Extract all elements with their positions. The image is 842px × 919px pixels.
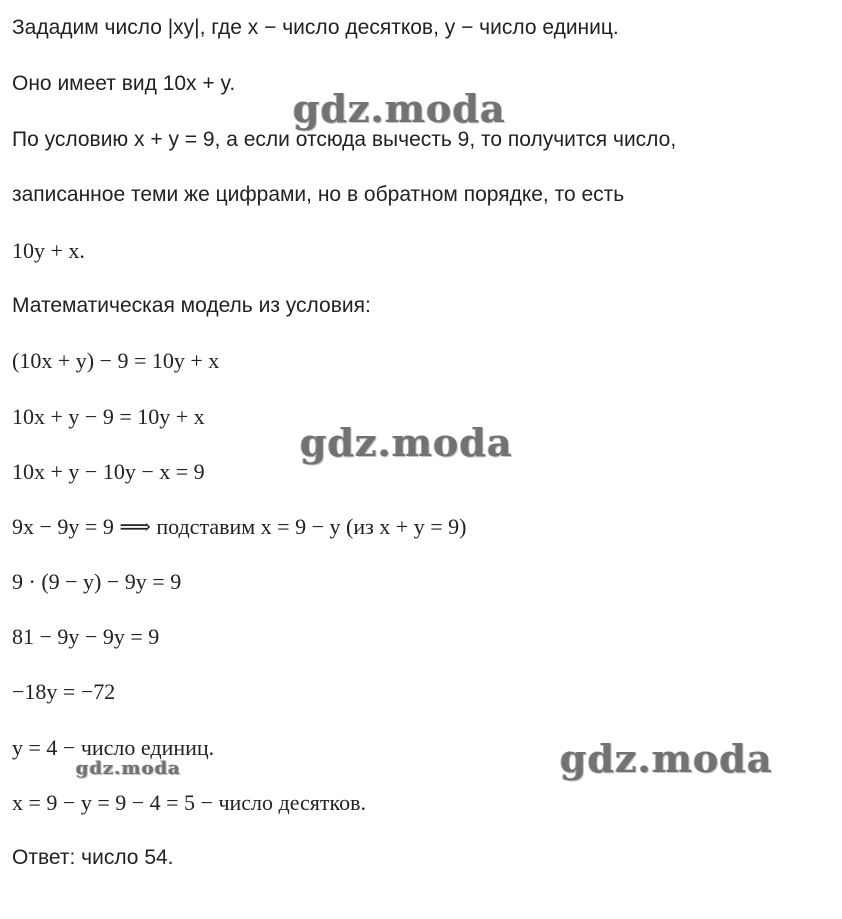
solution-line-3: По условию x + y = 9, а если отсюда вычесть 9, то получится число, (12, 128, 677, 151)
equation-line-4: 9x − 9y = 9 ⟹ подставим x = 9 − y (из x + y = 9) (12, 514, 467, 539)
equation-line-7: −18y = −72 (12, 679, 116, 704)
watermark-logo-small: gdz.moda (76, 758, 181, 779)
solution-line-4: записанное теми же цифрами, но в обратном порядке, то есть (12, 183, 625, 206)
solution-line-5: 10y + x. (12, 238, 85, 263)
equation-line-2: 10x + y − 9 = 10y + x (12, 404, 205, 429)
solution-line-1: Зададим число |xy|, где x − число десятков, y − число единиц. (12, 16, 619, 39)
solution-line-6: Математическая модель из условия: (12, 294, 371, 317)
equation-line-1: (10x + y) − 9 = 10y + x (12, 348, 220, 373)
watermark-logo: gdz.moda (293, 86, 506, 131)
solution-line-2: Оно имеет вид 10x + y. (12, 72, 236, 95)
equation-line-5: 9 · (9 − y) − 9y = 9 (12, 569, 182, 594)
watermark-logo: gdz.moda (560, 736, 773, 781)
result-line-x: x = 9 − y = 9 − 4 = 5 − число десятков. (12, 790, 366, 815)
result-line-y: y = 4 − число единиц. (12, 735, 215, 760)
answer-line: Ответ: число 54. (12, 846, 174, 869)
watermark-logo: gdz.moda (300, 420, 513, 465)
equation-line-3: 10x + y − 10y − x = 9 (12, 459, 205, 484)
equation-line-6: 81 − 9y − 9y = 9 (12, 624, 160, 649)
